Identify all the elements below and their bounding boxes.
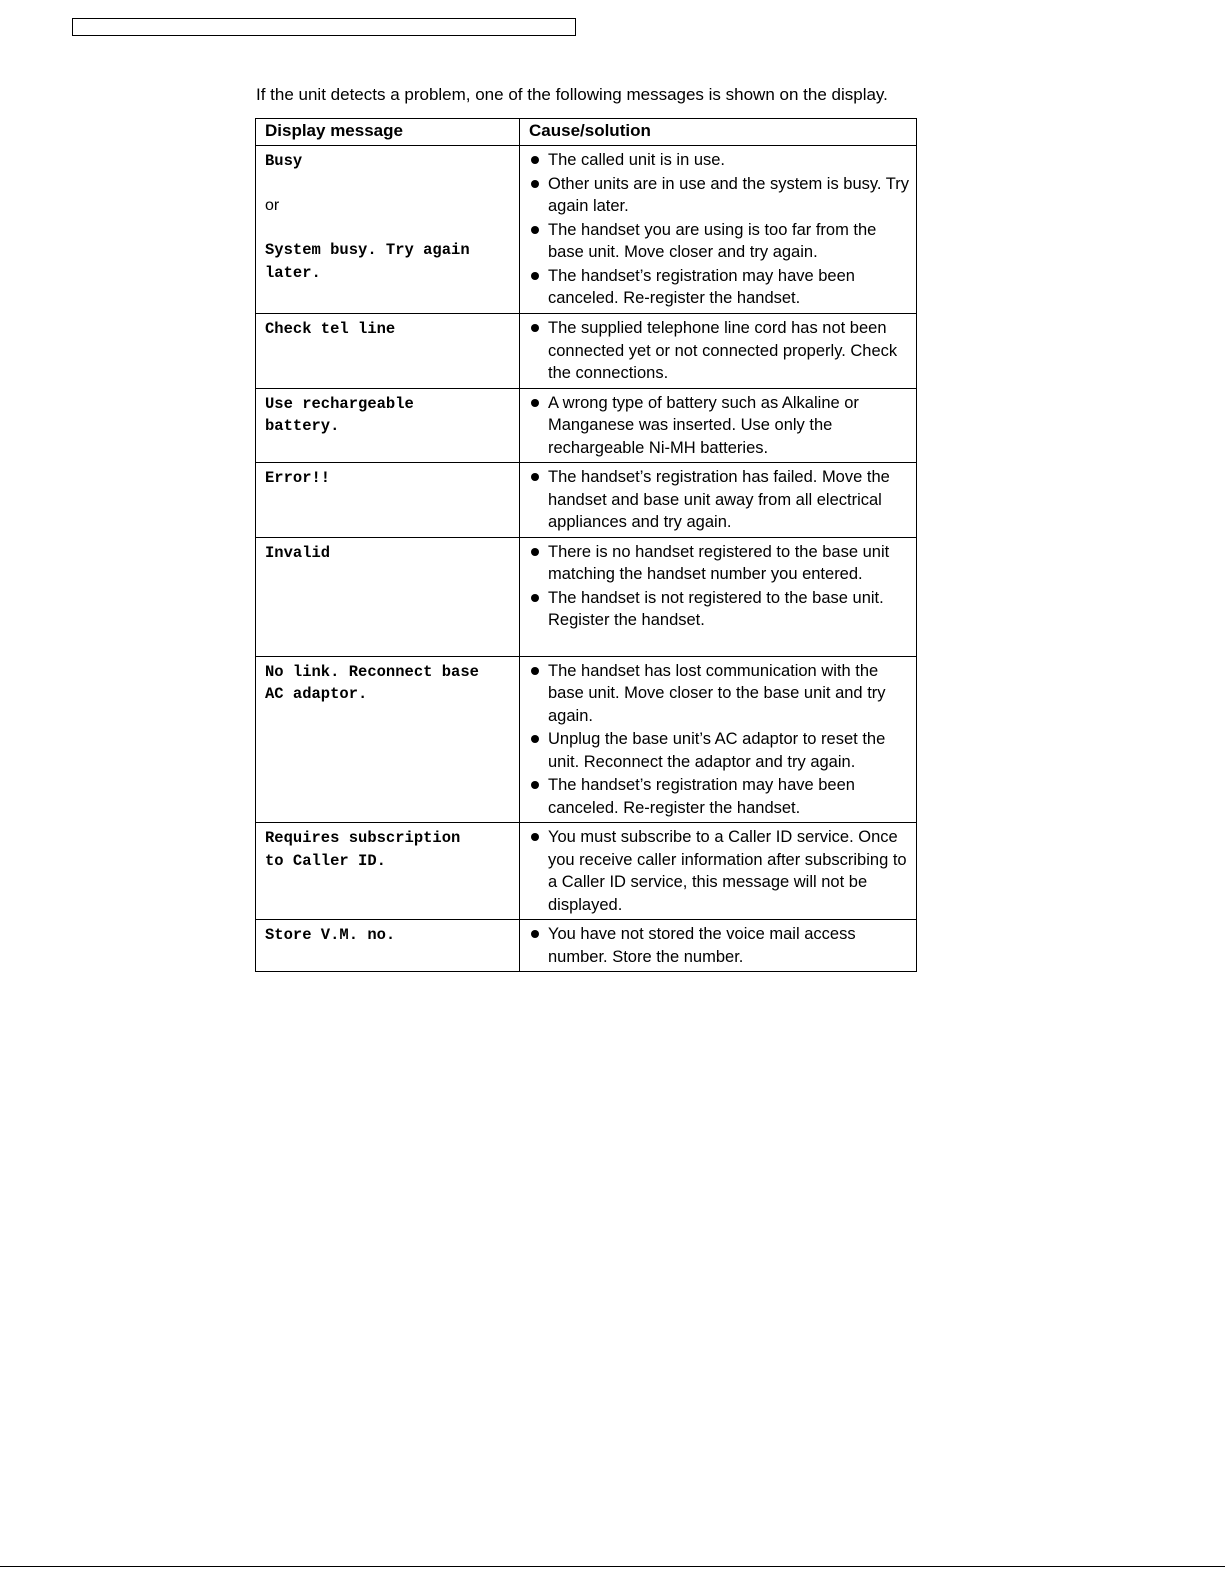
cause-solution-cell — [520, 314, 917, 389]
cause-solution-cell — [520, 920, 917, 972]
display-message-table — [255, 118, 917, 972]
bullet-icon — [531, 156, 539, 164]
bullet-icon — [531, 735, 539, 743]
cause-solution-cell — [520, 388, 917, 463]
table-row — [256, 314, 917, 389]
display-message-cell — [256, 146, 520, 314]
cause-item: The handset’s registration may have been canceled. Re-register the handset. — [530, 265, 910, 310]
table-row — [256, 656, 917, 823]
column-header-display-message: Display message — [256, 119, 520, 146]
bullet-icon — [531, 226, 539, 234]
cause-item: The called unit is in use. — [530, 149, 910, 172]
display-message: battery. — [265, 417, 340, 435]
display-message: later. — [265, 263, 321, 282]
cause-item: The handset’s registration has failed. Move the handset and base unit away from all electrical appliances and try again. — [530, 466, 910, 534]
cause-item: The handset you are using is too far from the base unit. Move closer and try again. — [530, 219, 910, 264]
or-label: or — [265, 196, 280, 214]
table-row — [256, 146, 917, 314]
cause-item: Other units are in use and the system is busy. Try again later. — [530, 173, 910, 218]
bullet-icon — [531, 594, 539, 602]
display-message-cell — [256, 920, 520, 972]
cause-solution-cell — [520, 463, 917, 538]
cause-solution-cell — [520, 146, 917, 314]
table-row — [256, 463, 917, 538]
bullet-icon — [531, 180, 539, 188]
bullet-icon — [531, 272, 539, 280]
bullet-icon — [531, 324, 539, 332]
table-row — [256, 823, 917, 920]
display-message: No link. Reconnect base — [265, 662, 479, 681]
cause-item: There is no handset registered to the base unit matching the handset number you entered. — [530, 541, 910, 586]
display-message-cell — [256, 823, 520, 920]
display-message: Use rechargeable — [265, 394, 414, 413]
footer-rule — [0, 1566, 1225, 1567]
cause-item: The handset has lost communication with the base unit. Move closer to the base unit and try again. — [530, 660, 910, 728]
cause-item: The handset’s registration may have been canceled. Re-register the handset. — [530, 774, 910, 819]
display-message-cell — [256, 388, 520, 463]
display-message-cell — [256, 314, 520, 389]
bullet-icon — [531, 781, 539, 789]
display-message: Requires subscription — [265, 829, 461, 847]
display-message: Error!! — [265, 469, 331, 487]
bullet-icon — [531, 399, 539, 407]
cause-solution-cell — [520, 823, 917, 920]
cause-solution-cell — [520, 537, 917, 656]
display-message: Busy — [265, 152, 303, 170]
table-row — [256, 537, 917, 656]
bullet-icon — [531, 930, 539, 938]
cause-item: Unplug the base unit’s AC adaptor to reset the unit. Reconnect the adaptor and try again. — [530, 728, 910, 773]
display-message: System busy. Try again — [265, 241, 470, 259]
display-message-cell — [256, 463, 520, 538]
display-message: Invalid — [265, 543, 331, 562]
display-message: to Caller ID. — [265, 851, 386, 870]
table-row — [256, 920, 917, 972]
cause-item: A wrong type of battery such as Alkaline or Manganese was inserted. Use only the rechargeable Ni-MH batteries. — [530, 392, 910, 460]
table-row — [256, 388, 917, 463]
display-message-cell — [256, 537, 520, 656]
header-box — [72, 18, 576, 36]
cause-item: The handset is not registered to the base unit. Register the handset. — [530, 587, 910, 632]
bullet-icon — [531, 667, 539, 675]
column-header-cause-solution: Cause/solution — [520, 119, 917, 146]
display-message: Store V.M. no. — [265, 926, 396, 944]
bullet-icon — [531, 473, 539, 481]
cause-item: You have not stored the voice mail access number. Store the number. — [530, 923, 910, 968]
table-header-row — [256, 119, 917, 146]
cause-item: You must subscribe to a Caller ID service. Once you receive caller information after subscribing to a Caller ID service, this message will not be displayed. — [530, 826, 910, 916]
intro-text: If the unit detects a problem, one of the following messages is shown on the display. — [256, 85, 888, 104]
bullet-icon — [531, 548, 539, 556]
cause-item: The supplied telephone line cord has not been connected yet or not connected properly. Check the connections. — [530, 317, 910, 385]
display-message-cell — [256, 656, 520, 823]
bullet-icon — [531, 833, 539, 841]
display-message: Check tel line — [265, 320, 396, 338]
display-message: AC adaptor. — [265, 685, 368, 703]
cause-solution-cell — [520, 656, 917, 823]
